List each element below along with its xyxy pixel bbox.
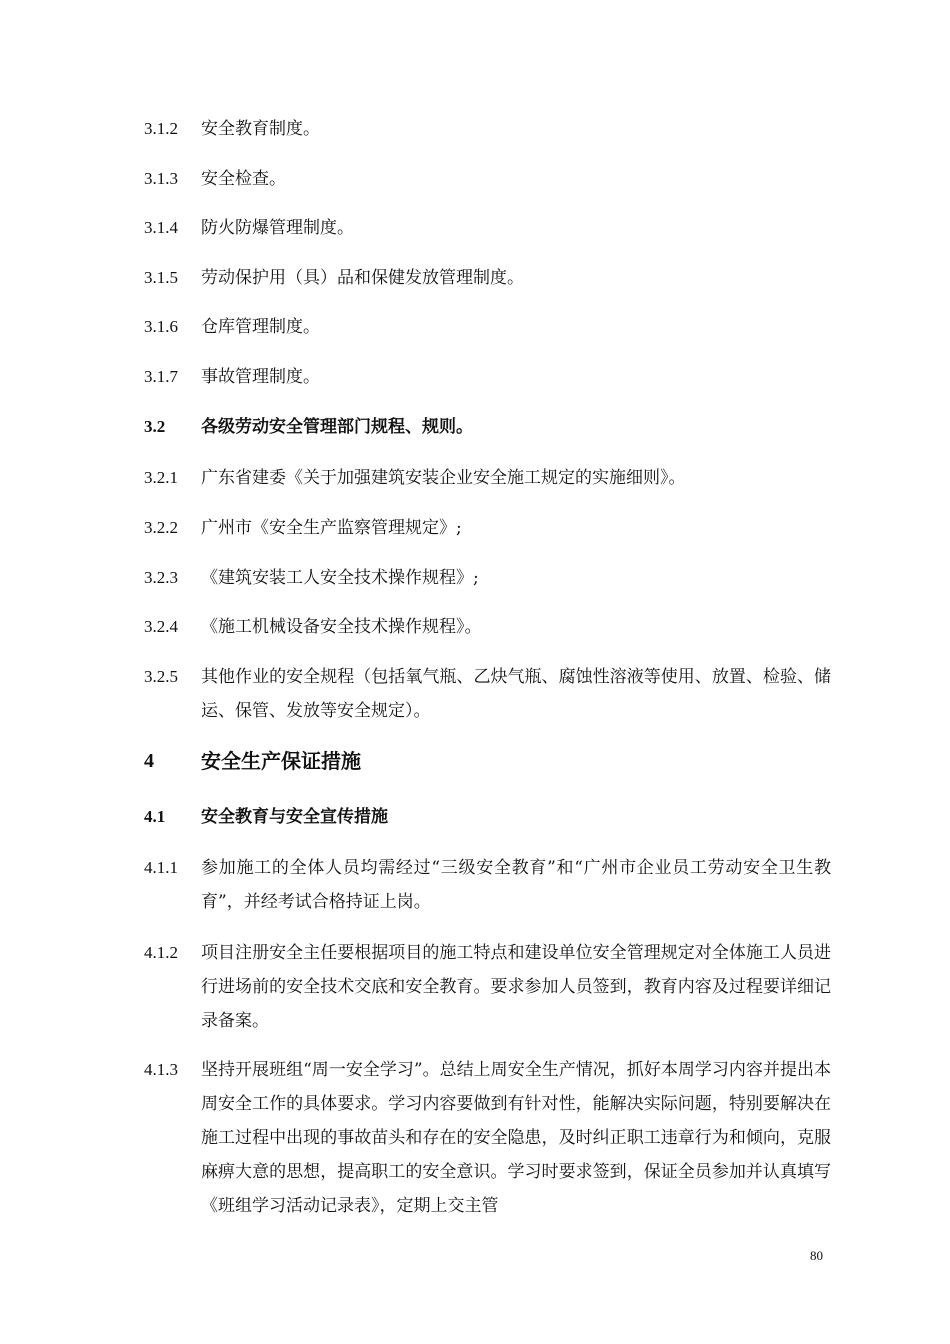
page-number: 80	[810, 1248, 823, 1263]
list-item	[144, 112, 844, 146]
section-heading	[144, 800, 844, 834]
item-text: 事故管理制度。	[201, 367, 320, 387]
section-number: 4.1	[144, 807, 166, 826]
list-item	[144, 261, 844, 295]
list-item	[144, 660, 844, 728]
item-text: 项目注册安全主任要根据项目的施工特点和建设单位安全管理规定对全体施工人员进行进场前的安全技术交底和安全教育。要求参加人员签到，教育内容及过程要详细记录备案。	[201, 943, 831, 1031]
item-text: 参加施工的全体人员均需经过“三级安全教育”和“广州市企业员工劳动安全卫生教育”，并经考试合格持证上岗。	[201, 858, 831, 912]
item-number: 3.1.6	[144, 317, 178, 336]
item-text: 安全检查。	[201, 169, 286, 189]
item-text: 其他作业的安全规程（包括氧气瓶、乙炔气瓶、腐蚀性溶液等使用、放置、检验、储运、保管、发放等安全规定）。	[201, 667, 831, 721]
list-item	[144, 851, 844, 919]
item-text: 《施工机械设备安全技术操作规程》。	[201, 617, 482, 637]
item-text: 仓库管理制度。	[201, 317, 320, 337]
chapter-heading	[144, 744, 844, 778]
item-text: 劳动保护用（具）品和保健发放管理制度。	[201, 268, 524, 288]
item-number: 3.2.4	[144, 617, 178, 636]
item-number: 3.2.5	[144, 667, 178, 686]
item-number: 3.1.2	[144, 119, 178, 138]
item-text: 防火防爆管理制度。	[201, 218, 354, 238]
item-number: 3.2.3	[144, 568, 178, 587]
item-text: 广东省建委《关于加强建筑安装企业安全施工规定的实施细则》。	[201, 468, 686, 488]
item-number: 4.1.3	[144, 1060, 178, 1079]
list-item	[144, 561, 844, 595]
item-number: 4.1.1	[144, 858, 178, 877]
list-item	[144, 1053, 844, 1223]
item-number: 3.1.7	[144, 367, 178, 386]
item-text: 安全教育制度。	[201, 119, 320, 139]
list-item	[144, 162, 844, 196]
list-item	[144, 936, 844, 1038]
item-text: 广州市《安全生产监察管理规定》;	[201, 518, 462, 538]
item-number: 3.2.1	[144, 468, 178, 487]
chapter-title: 安全生产保证措施	[201, 749, 361, 773]
item-number: 3.1.3	[144, 169, 178, 188]
item-number: 3.1.5	[144, 268, 178, 287]
list-item	[144, 511, 844, 545]
item-number: 4.1.2	[144, 943, 178, 962]
list-item	[144, 610, 844, 644]
list-item	[144, 360, 844, 394]
item-number: 3.1.4	[144, 218, 178, 237]
section-title: 各级劳动安全管理部门规程、规则。	[201, 417, 473, 437]
section-title: 安全教育与安全宣传措施	[201, 807, 388, 827]
section-number: 3.2	[144, 417, 166, 436]
section-heading	[144, 410, 844, 444]
item-number: 3.2.2	[144, 518, 178, 537]
list-item	[144, 461, 844, 495]
chapter-number: 4	[144, 750, 154, 772]
item-text: 《建筑安装工人安全技术操作规程》;	[201, 568, 479, 588]
list-item	[144, 310, 844, 344]
item-text: 坚持开展班组“周一安全学习”。总结上周安全生产情况，抓好本周学习内容并提出本周安全工作的具体要求。学习内容要做到有针对性，能解决实际问题，特别要解决在施工过程中出现的事故苗头和存在的安全隐患，及时纠正职工违章行为和倾向，克服麻痹大意的思想，提高职工的安全意识。学习时要求签到，保证全员参加并认真填写《班组学习活动记录表》，定期上交主管	[201, 1060, 831, 1216]
list-item	[144, 211, 844, 245]
